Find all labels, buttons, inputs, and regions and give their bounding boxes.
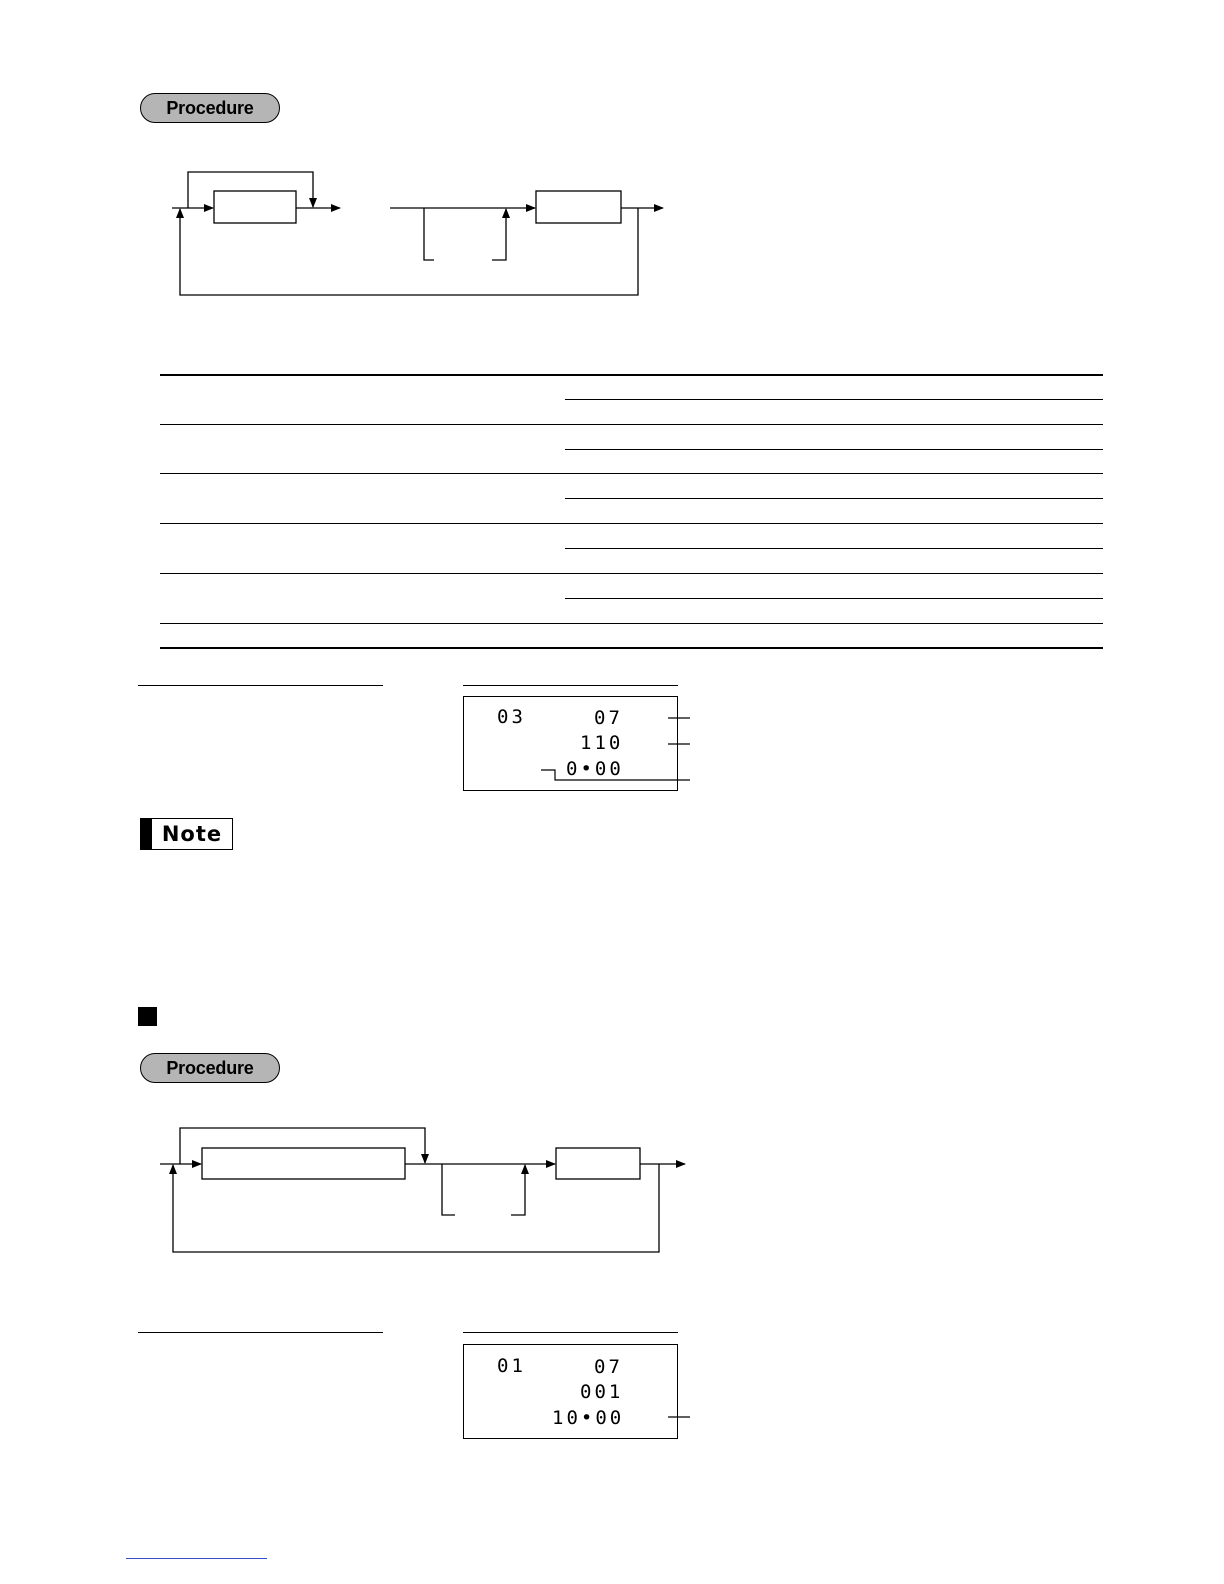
display-row1-left: 03: [497, 706, 526, 728]
display-row3: 0•00: [566, 758, 624, 780]
display-row1-right: 07: [594, 1356, 623, 1378]
note-badge-label: Note: [161, 822, 223, 846]
procedure-badge-label: Procedure: [166, 97, 254, 118]
footer-link-underline[interactable]: [126, 1558, 267, 1559]
display-row2: 110: [580, 732, 624, 754]
display-row3: 10•00: [552, 1407, 625, 1429]
procedure-badge-label: Procedure: [166, 1057, 254, 1078]
display-row1-right: 07: [594, 707, 623, 729]
display-row2: 001: [580, 1381, 624, 1403]
display-row1-left: 01: [497, 1355, 526, 1377]
